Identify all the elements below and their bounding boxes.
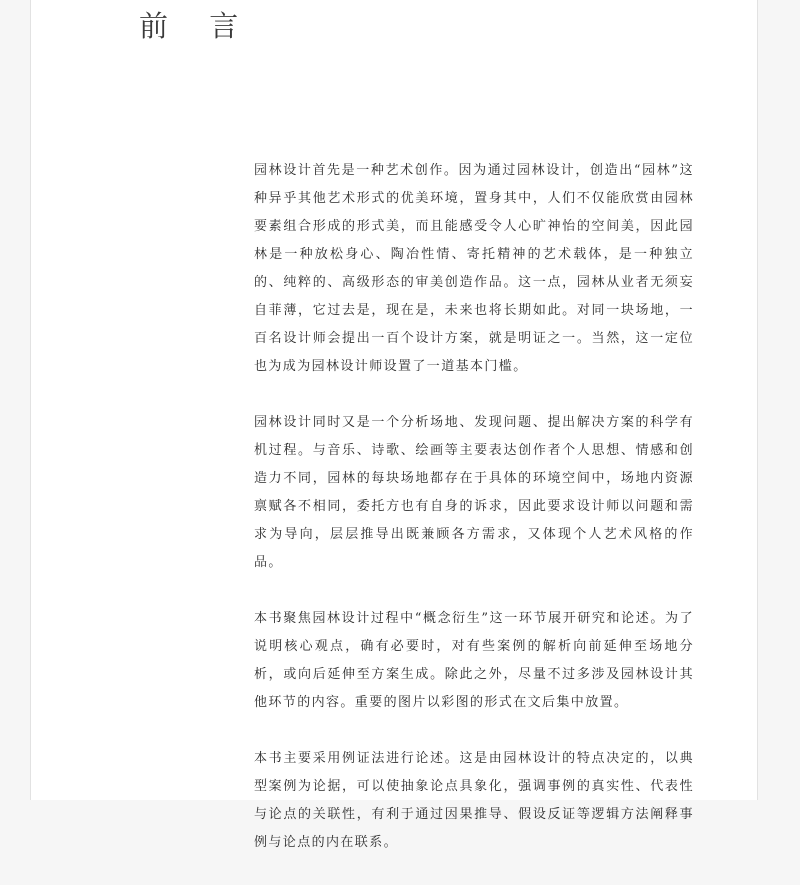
paragraph: 园林设计同时又是一个分析场地、发现问题、提出解决方案的科学有机过程。与音乐、诗歌、绘画等主要表达创作者个人思想、情感和创造力不同，园林的每块场地都存在于具体的环境空间中，场地内资源禀赋各不相同，委托方也有自身的诉求，因此要求设计师以问题和需求为导向，层层推导出既兼顾各方需求，又体现个人艺术风格的作品。 [254,415,694,570]
page-title: 前 言 [139,9,255,43]
document-page [30,0,758,850]
paragraph: 园林设计首先是一种艺术创作。因为通过园林设计，创造出“园林”这种异乎其他艺术形式的优美环境，置身其中，人们不仅能欣赏由园林要素组合形成的形式美，而且能感受令人心旷神怡的空间美，因此园林是一种放松身心、陶冶性情、寄托精神的艺术载体，是一种独立的、纯粹的、高级形态的审美创造作品。这一点，园林从业者无须妄自菲薄，它过去是，现在是，未来也将长期如此。对同一块场地，一百名设计师会提出一百个设计方案，就是明证之一。当然，这一定位也为成为园林设计师设置了一道基本门槛。 [254,163,694,374]
paragraph: 本书主要采用例证法进行论述。这是由园林设计的特点决定的，以典型案例为论据，可以使抽象论点具象化，强调事例的真实性、代表性与论点的关联性，有利于通过因果推导、假设反证等逻辑方法阐释事例与论点的内在联系。 [254,751,694,850]
paragraph: 本书聚焦园林设计过程中“概念衍生”这一环节展开研究和论述。为了说明核心观点，确有必要时，对有些案例的解析向前延伸至场地分析，或向后延伸至方案生成。除此之外，尽量不过多涉及园林设计其他环节的内容。重要的图片以彩图的形式在文后集中放置。 [254,611,694,710]
body-text [254,157,694,885]
